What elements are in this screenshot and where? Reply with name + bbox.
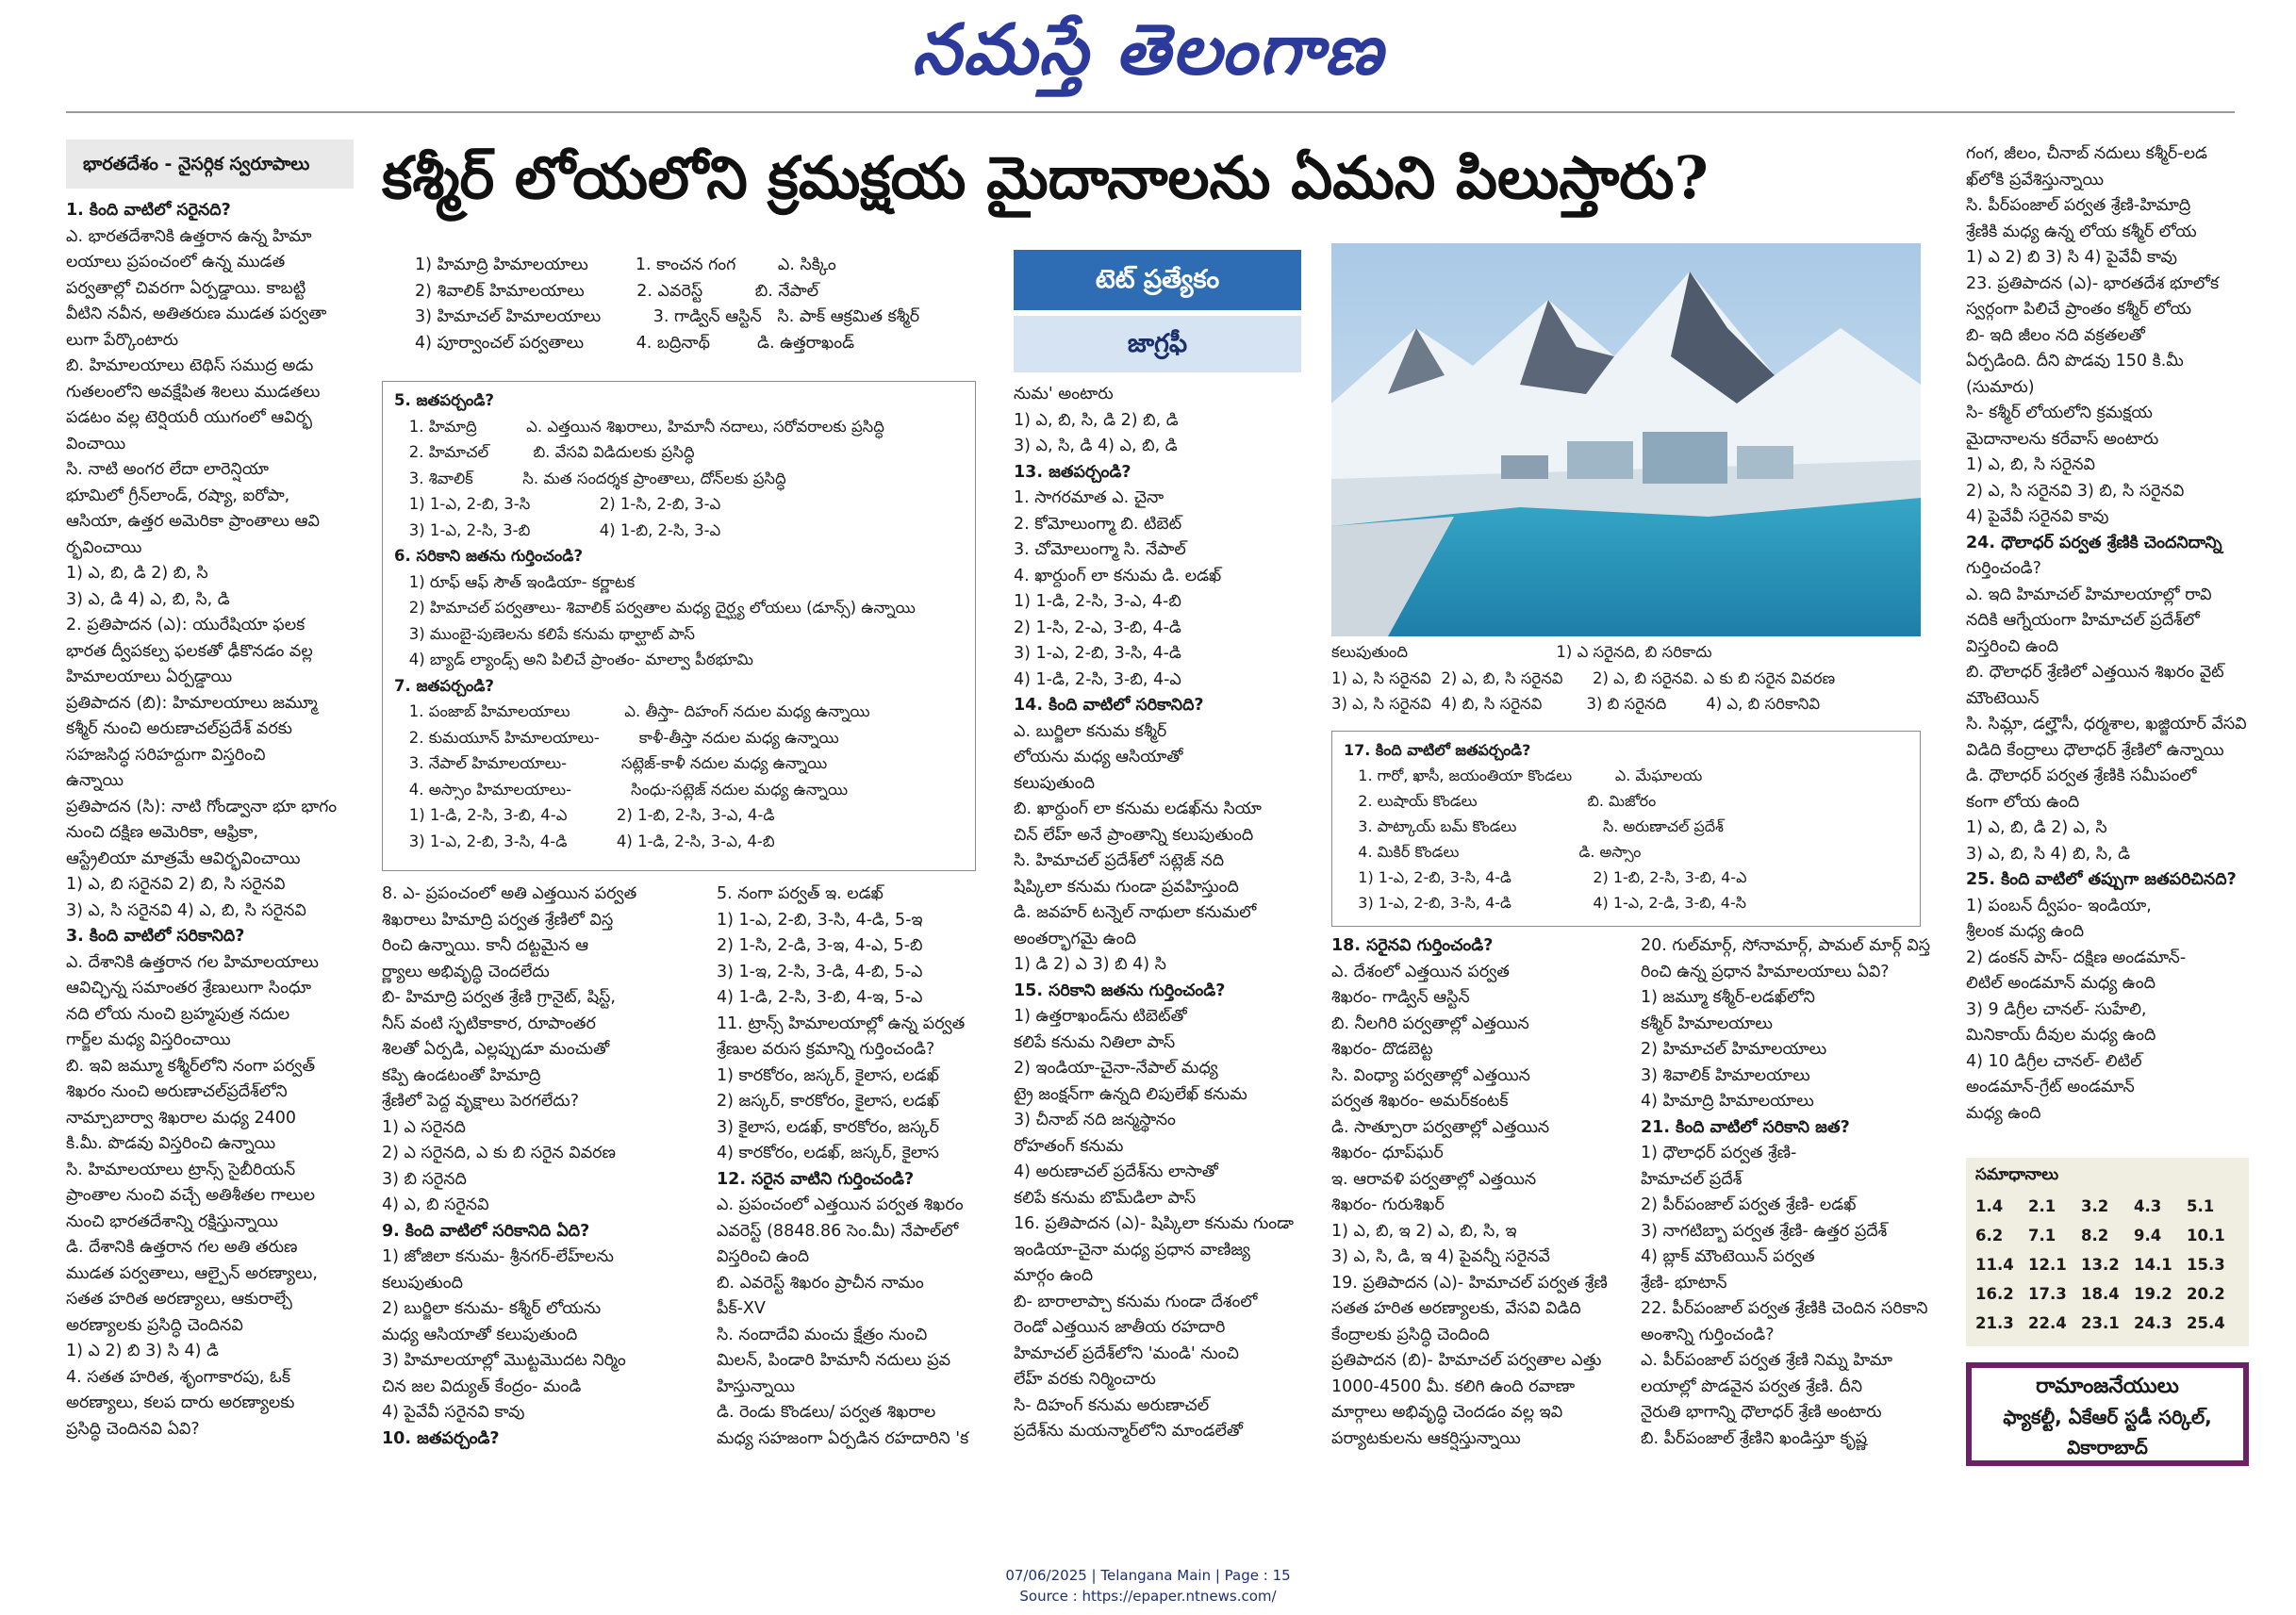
text-line: 2) జస్కర్, కారకోరం, కైలాస, లడఖ్ (717, 1092, 939, 1111)
footer-source-line: Source : https://epaper.ntnews.com/ (1019, 1588, 1277, 1605)
text-line: ర్ణ్యాలు అభివృద్ధి చెందలేదు (382, 962, 550, 981)
text-line: 1) కారకోరం, జస్కర్, కైలాస, లడఖ్ (717, 1065, 939, 1085)
text-line: 3) హిమాలయాల్లో మొట్టమొదట నిర్మిం (382, 1351, 626, 1370)
author-place: వికారాబాద్ (2067, 1436, 2148, 1458)
text-line: మధ్య సహజంగా ఏర్పడిన రహదారిని 'క (717, 1428, 969, 1448)
text-line: 1. సాగరమాత ఎ. చైనా (1014, 488, 1165, 507)
text-line: 3) ఎ, డి 4) ఎ, బి, సి, డి (66, 589, 230, 609)
text-line: 1) ఎ, బి, ఇ 2) ఎ, బి, సి, ఇ (1331, 1221, 1517, 1241)
text-line: 8. ఎ- ప్రపంచంలో అతి ఎత్తయిన పర్వత (382, 884, 637, 903)
author-role: ఫ్యాకల్టీ, ఏకేఆర్ స్టడీ సర్కిల్, (2003, 1406, 2212, 1428)
text-line: మధ్య ఆసియాతో కలుపుతుంది (382, 1325, 578, 1344)
text-line: ప్రతిపాదన (సి): నాటి గోండ్వానా భూ భాగం (66, 797, 338, 816)
text-line: 7. జతపర్చండి? (394, 676, 494, 695)
text-line: 4) 1-డి, 2-సి, 3-బి, 4-ఇ, 5-ఎ (717, 988, 923, 1007)
text-line: 1) 1-ఎ, 2-బి, 3-సి, 4-డి 2) 1-బి, 2-సి, 3-బి, 4-ఎ (1344, 868, 1747, 886)
text-line: 1) ఎ, బి సరైనవి 2) బి, సి సరైనవి (66, 875, 286, 894)
text-line: బి. ఇవి జమ్మూ కశ్మీర్‌లోని నంగా పర్వత్ (66, 1056, 316, 1076)
text-line: లయాల్లో పొడవైన పర్వత శ్రేణి. దీని (1641, 1376, 1863, 1396)
text-line: 2. హిమాచల్ బి. వేసవి విడిదులకు ప్రసిద్ధి (394, 443, 695, 461)
text-line: శిఖరం నుంచి అరుణాచల్‌ప్రదేశ్‌లోని (66, 1082, 288, 1101)
text-line: సతత హరిత అరణ్యాలకు, వేసవి విడిది (1331, 1299, 1581, 1318)
answer-item: 9.4 (2134, 1227, 2162, 1244)
text-line: గుతలంలోని అవక్షేపిత శిలలు ముడతలు (66, 382, 321, 402)
text-line: ప్రదేశ్‌ను మయన్మార్‌లోని మాండలేతో (1014, 1422, 1244, 1441)
text-line: ముడత పర్వతాలు, ఆల్పైన్ అరణ్యాలు, (66, 1263, 318, 1283)
text-line: సి. నాటి అంగర లేదా లారెన్షియా (66, 460, 269, 479)
text-line: 3) 1-ఎ, 2-బి, 3-సి, 4-డి (1014, 644, 1181, 663)
text-line: 4. ఖార్దుంగ్ లా కనుమ డి. లడఖ్ (1014, 566, 1222, 585)
text-line: కశ్మీర్ హిమాలయాలు (1641, 1013, 1773, 1033)
answer-item: 8.2 (2081, 1227, 2109, 1244)
text-line: 4) బ్లాక్ మౌంటెయిన్ పర్వత (1641, 1247, 1815, 1266)
mountain-photo-illustration (1331, 243, 1921, 636)
text-line: 1. గారో, ఖాసీ, జయంతియా కొండలు ఎ. మేఘాలయ (1344, 766, 1703, 784)
text-line: 1) ఎ, సి సరైనవి 2) ఎ, బి, సి సరైనవి 2) ఎ, బి సరైనవి. ఎ కు బి సరైన వివరణ (1331, 668, 1836, 687)
answer-item: 11.4 (1975, 1256, 2014, 1274)
text-line: 2. లుషాయ్ కొండలు బి. మిజోరం (1344, 792, 1657, 810)
tet-special-label: టెట్ ప్రత్యేకం (1014, 250, 1301, 310)
text-line: ప్రసిద్ధి చెందినవి ఏవి? (66, 1419, 200, 1439)
text-line: బి- బారాలాప్చా కనుమ గుండా దేశంలో (1014, 1292, 1258, 1311)
answer-item: 1.4 (1975, 1197, 2004, 1215)
text-line: 6. సరికాని జతను గుర్తించండి? (394, 547, 584, 565)
text-line: (సుమారు) (1966, 377, 2035, 397)
text-line: 3. నేపాల్ హిమాలయాలు- సట్లెజ్-కాళీ నదుల మధ్య ఉన్నాయి (394, 754, 828, 772)
text-line: నది లోయ నుంచి బ్రహ్మపుత్ర నదుల (66, 1004, 290, 1024)
text-line: రించి ఉన్న ప్రధాన హిమాలయాలు ఏవి? (1641, 962, 1890, 981)
section-tag: భారతదేశం - నైసర్గిక స్వరూపాలు (66, 140, 354, 189)
text-line: 12. సరైన వాటిని గుర్తించండి? (717, 1169, 915, 1189)
answer-item: 14.1 (2134, 1256, 2172, 1274)
text-line: అంతర్భాగమై ఉంది (1014, 929, 1136, 948)
text-line: శ్రేణుల వరుస క్రమాన్ని గుర్తించండి? (717, 1040, 935, 1059)
text-line: కలిపే కనుమ నితిలా పాస్ (1014, 1032, 1176, 1052)
text-line: శ్రేణి- భూటాన్ (1641, 1273, 1727, 1293)
answer-item: 13.2 (2081, 1256, 2120, 1274)
text-line: వీటిని నవీన, అతితరుణ ముడత పర్వతా (66, 305, 327, 323)
text-line: బి. హిమాలయాలు టెథిస్ సముద్ర అడు (66, 356, 314, 375)
text-line: ఇ. ఆరావళి పర్వతాల్లో ఎత్తయిన (1331, 1169, 1537, 1189)
text-line: 2) బుర్జిలా కనుమ- కశ్మీర్ లోయను (382, 1299, 602, 1318)
text-line: 19. ప్రతిపాదన (ఎ)- హిమాచల్ పర్వత శ్రేణి (1331, 1273, 1608, 1293)
text-line: బి. ఖార్దుంగ్ లా కనుమ లడఖ్‌ను సియా (1014, 799, 1262, 818)
text-line: అంశాన్ని గుర్తించండి? (1641, 1325, 1775, 1344)
text-line: 3. పాట్కాయ్ బమ్ కొండలు సి. అరుణాచల్ ప్రదేశ్ (1344, 817, 1724, 835)
text-line: మినికాయ్ దీవుల మధ్య ఉంది (1966, 1026, 2156, 1045)
text-line: సి. వింధ్యా పర్వతాల్లో ఎత్తయిన (1331, 1065, 1530, 1085)
text-line: సి. హిమాలయాలు ట్రాన్స్ సైబీరియన్ (66, 1160, 296, 1179)
text-line: ఎ. బుర్జిలా కనుమ కశ్మీర్ (1014, 721, 1167, 741)
text-line: లిటిల్ అండమాన్ మధ్య ఉంది (1966, 974, 2156, 993)
text-line: 1) ఎ 2) బి 3) సి 4) డి (66, 1342, 219, 1360)
mountain-lake-photo (1331, 243, 1921, 636)
text-line: సి. పీర్‌పంజాల్ పర్వత శ్రేణి-హిమాద్రి (1966, 196, 2191, 215)
text-line: శ్రీలంక మధ్య ఉంది (1966, 922, 2085, 941)
text-line: 1) 1-ఎ, 2-బి, 3-సి, 4-డి, 5-ఇ (717, 910, 923, 930)
column-5 (1331, 933, 1624, 1452)
footer (0, 1565, 2296, 1607)
text-line: ఎ. దేశానికి ఉత్తరాన గల హిమాలయాలు (66, 952, 319, 972)
text-line: 3) ఎ, సి, డి, ఇ 4) పైవన్నీ సరైనవే (1331, 1247, 1550, 1266)
text-line: కలుపుతుంది 1) ఎ సరైనది, బి సరికాదు (1331, 643, 1712, 661)
column-1 (66, 198, 358, 1442)
text-line: 3) ఎ, సి, డి 4) ఎ, బి, డి (1014, 437, 1178, 455)
text-line: సహజసిద్ధ సరిహద్దుగా విస్తరించి (66, 745, 266, 765)
text-line: బి. ఎవరెస్ట్ శిఖరం ప్రాచీన నామం (717, 1273, 924, 1293)
text-line: రించి ఉన్నాయి. కానీ దట్టమైన ఆ (382, 936, 589, 955)
text-line: లేహ్ వరకు నిర్మించారు (1014, 1370, 1156, 1389)
masthead-rule (66, 111, 2235, 113)
text-line: కి.మీ. పొడవు విస్తరించి ఉన్నాయి (66, 1134, 276, 1153)
text-line: బి- ఇది జీలం నది వక్రతలతో (1966, 325, 2145, 345)
text-line: రెండో ఎత్తయిన జాతీయ రహదారి (1014, 1318, 1226, 1337)
text-line: 1) డి 2) ఎ 3) బి 4) సి (1014, 955, 1166, 974)
question-box-5-7 (382, 381, 976, 871)
text-line: శిఖరం- దొడబెట్ట (1331, 1040, 1433, 1059)
answer-item: 20.2 (2187, 1285, 2225, 1303)
text-line: పర్వతాల్లో చివరగా ఏర్పడ్డాయి. కాబట్టి (66, 278, 306, 298)
text-line: 1) ఎ, బి, సి సరైనవి (1966, 455, 2095, 474)
text-line: 3) కైలాస, లడఖ్, కారకోరం, జస్కర్ (717, 1117, 939, 1137)
masthead-title: నమస్తే తెలంగాణ (912, 9, 1384, 91)
text-line: రోహతంగ్ కనుమ (1014, 1136, 1124, 1156)
text-line: షిప్కిలా కనుమ గుండా ప్రవహిస్తుంది (1014, 877, 1239, 897)
text-line: 3) శివాలిక్ హిమాలయాలు (1641, 1065, 1810, 1085)
answer-item: 10.1 (2187, 1227, 2225, 1244)
answers-title: సమాధానాలు (1975, 1165, 2059, 1184)
text-line: ఆసియా, ఉత్తర అమెరికా ప్రాంతాలు ఆవి (66, 512, 320, 531)
text-line: చిన్ లేహ్ అనే ప్రాంతాన్ని కలుపుతుంది (1014, 825, 1254, 845)
text-line: ఎ. దేశంలో ఎత్తయిన పర్వత (1331, 962, 1510, 981)
geography-label: జాగ్రఫీ (1014, 316, 1301, 372)
text-line: 3) నాగటిబ్బా పర్వత శ్రేణి- ఉత్తర ప్రదేశ్ (1641, 1221, 1888, 1241)
text-line: ఏర్పడింది. దీని పొడవు 150 కి.మీ (1966, 352, 2184, 371)
text-line: 1) ఎ, బి, సి, డి 2) బి, డి (1014, 410, 1179, 430)
text-line: 2) 1-సి, 2-డి, 3-ఇ, 4-ఎ, 5-బి (717, 936, 923, 955)
text-line: పర్యాటకులను ఆకర్షిస్తున్నాయి (1331, 1428, 1521, 1448)
answer-item: 23.1 (2081, 1314, 2120, 1332)
text-line: 1) పంబన్ ద్వీపం- ఇండియా, (1966, 896, 2152, 915)
text-line: 23. ప్రతిపాదన (ఎ)- భారతదేశ భూలోక (1966, 273, 2220, 293)
text-line: 4) పైవేవీ సరైనవి కావు (382, 1403, 525, 1422)
column-4 (1014, 382, 1315, 1445)
text-line: 24. ధౌలాధర్ పర్వత శ్రేణికి చెందనిదాన్ని (1966, 533, 2222, 552)
text-line: డి. సాత్పూరా పర్వతాల్లో ఎత్తయిన (1331, 1117, 1550, 1137)
text-line: విస్తరించి ఉంది (717, 1247, 810, 1266)
text-line: సి. హిమాచల్ ప్రదేశ్‌లో సట్లెజ్ నది (1014, 851, 1225, 870)
text-line: అరణ్యాలు, కలప దారు అరణ్యాలకు (66, 1393, 295, 1412)
text-line: ఎ. ప్రపంచంలో ఎత్తయిన పర్వత శిఖరం (717, 1195, 964, 1214)
text-line: గుర్తించండి? (1966, 559, 2041, 578)
text-line: 5. జతపర్చండి? (394, 391, 494, 409)
text-line: 1) ఎ సరైనది (382, 1117, 466, 1137)
text-line: బి- హిమాద్రి పర్వత శ్రేణి గ్రానైట్, షిస్ట్, (382, 988, 616, 1007)
column-7 (1966, 141, 2258, 1127)
footer-date-line: 07/06/2025 | Telangana Main | Page : 15 (1005, 1567, 1291, 1584)
text-line: 1. పంజాబ్ హిమాలయాలు ఎ. తీస్తా- దిహంగ్ నదుల మధ్య ఉన్నాయి (394, 702, 870, 720)
text-line: 4) 10 డిగ్రీల చానల్- లిటిల్ (1966, 1051, 2142, 1071)
answer-item: 18.4 (2081, 1285, 2120, 1303)
text-line: విడిది కేంద్రాలు ధౌలాధర్ శ్రేణిలో ఉన్నాయి (1966, 740, 2224, 760)
text-line: 3) 1-ఎ, 2-బి, 3-సి, 4-డి 4) 1-ఎ, 2-డి, 3-బి, 4-సి (1344, 894, 1746, 912)
text-line: 3) ఎ, బి, సి 4) బి, సి, డి (1966, 844, 2131, 864)
text-line: 2) ఎ, సి సరైనవి 3) బి, సి సరైనవి (1966, 481, 2185, 501)
text-line: నుంచి దక్షిణ అమెరికా, ఆఫ్రికా, (66, 823, 259, 842)
text-line: 1) జమ్మూ కశ్మీర్-లడఖ్‌లోని (1641, 988, 1815, 1007)
text-line: 1000-4500 మీ. కలిగి ఉంది రవాణా (1331, 1376, 1576, 1396)
text-line: 2) పీర్‌పంజాల్ పర్వత శ్రేణి- లడఖ్ (1641, 1195, 1857, 1214)
answer-item: 15.3 (2187, 1256, 2225, 1274)
text-line: భూమిలో గ్రీన్‌లాండ్, రష్యా, ఐరోపా, (66, 486, 290, 505)
text-line: కేంద్రాలకు ప్రసిద్ధి చెందింది (1331, 1325, 1490, 1344)
text-line: 2) డంకన్ పాస్- దక్షిణ అండమాన్- (1966, 948, 2187, 967)
text-line: గార్జ్‌ల మధ్య విస్తరించాయి (66, 1030, 231, 1049)
text-line: సతత హరిత అరణ్యాలు, ఆకురాల్చే (66, 1290, 292, 1309)
column-6 (1641, 933, 1942, 1452)
text-line: డి. ధౌలాధర్ పర్వత శ్రేణికి సమీపంలో (1966, 766, 2197, 785)
text-line: 1. హిమాద్రి ఎ. ఎత్తయిన శిఖరాలు, హిమానీ నదాలు, సరోవరాలకు ప్రసిద్ధి (394, 417, 884, 436)
text-line: 4) అరుణాచల్ ప్రదేశ్‌ను లాసాతో (1014, 1162, 1218, 1181)
text-line: 22. పీర్‌పంజాల్ పర్వత శ్రేణికి చెందిన సరికాని (1641, 1299, 1928, 1318)
text-line: 1) రూఫ్ ఆఫ్ సౌత్ ఇండియా- కర్ణాటక (394, 572, 636, 591)
text-line: 17. కింది వాటిలో జతపర్చండి? (1344, 741, 1531, 759)
text-line: శిలతో ఏర్పడి, ఎల్లప్పుడూ మంచుతో (382, 1040, 610, 1059)
author-name: రామాంజనేయులు (2036, 1375, 2179, 1398)
text-line: 4) బ్యాడ్ ల్యాండ్స్ అని పిలిచే ప్రాంతం- మాల్వా పీఠభూమి (394, 651, 753, 668)
text-line: 3. చోమోలుంగ్మా సి. నేపాల్ (1014, 540, 1186, 559)
text-line: 4. సతత హరిత, శృంగాకారపు, ఓక్ (66, 1367, 290, 1387)
text-line: మార్గం ఉంది (1014, 1266, 1094, 1285)
text-line: 4. మికిర్ కొండలు డి. అస్సాం (1344, 843, 1642, 861)
text-line: 3. శివాలిక్ సి. మత సందర్శక ప్రాంతాలు, దోన్‌లకు ప్రసిద్ధి (394, 469, 786, 487)
text-line: 15. సరికాని జతను గుర్తించండి? (1014, 981, 1226, 1000)
text-line: పీక్-XV (717, 1299, 766, 1318)
text-line: సి- దిహంగ్ కనుమ అరుణాచల్ (1014, 1395, 1210, 1415)
text-line: 3) 1-ఎ, 2-బి, 3-సి, 4-డి 4) 1-డి, 2-సి, 3-ఎ, 4-బి (394, 832, 775, 850)
text-line: 2) ఇండియా-చైనా-నేపాల్ మధ్య (1014, 1059, 1218, 1078)
answer-item: 4.3 (2134, 1197, 2162, 1215)
text-line: శిఖరాలు హిమాద్రి పర్వత శ్రేణిలో విస్త (382, 910, 614, 930)
text-line: 11. ట్రాన్స్ హిమాలయాల్లో ఉన్న పర్వత (717, 1013, 966, 1033)
column-3 (717, 882, 999, 1452)
text-line: లుగా పేర్కొంటారు (66, 330, 179, 350)
text-line: 1) 1-ఎ, 2-బి, 3-సి 2) 1-సి, 2-బి, 3-ఎ (394, 495, 721, 513)
text-line: కశ్మీర్ నుంచి అరుణాచల్‌ప్రదేశ్ వరకు (66, 719, 292, 738)
answer-item: 25.4 (2187, 1314, 2225, 1332)
text-line: ర్భవించాయి (66, 537, 142, 557)
headline: కశ్మీర్ లోయలోని క్రమక్షయ మైదానాలను ఏమని పిలుస్తారు? (382, 143, 1709, 212)
text-line: 4. అస్సాం హిమాలయాలు- సింధు-సట్లెజ్ నదుల మధ్య ఉన్నాయి (394, 780, 849, 799)
text-line: శ్రేణిలో పెద్ద వృక్షాలు పెరగలేదు? (382, 1092, 579, 1111)
text-line: 10. జతపర్చండి? (382, 1428, 500, 1448)
text-line: ఎవరెస్ట్ (8848.86 సెం.మీ) నేపాల్‌లో (717, 1221, 959, 1241)
text-line: 1) జోజిలా కనుమ- శ్రీనగర్-లేహ్‌లను (382, 1247, 614, 1266)
text-line: 2) హిమాచల్ పర్వతాలు- శివాలిక్ పర్వతాల మధ్య దైర్ఘ్య లోయలు (డూన్స్) ఉన్నాయి (394, 599, 916, 617)
text-line: లోయను మధ్య ఆసియాతో (1014, 748, 1183, 766)
text-line: శ్రేణికి మధ్య ఉన్న లోయ కశ్మీర్ లోయ (1966, 222, 2197, 241)
text-line: 2) 1-సి, 2-ఎ, 3-బి, 4-డి (1014, 618, 1181, 637)
text-line: 1) ఎ, బి, డి 2) బి, సి (66, 564, 208, 583)
text-line: 3) 1-ఎ, 2-సి, 3-బి 4) 1-బి, 2-సి, 3-ఎ (394, 520, 721, 539)
answer-item: 19.2 (2134, 1285, 2172, 1303)
text-line: మార్గాలు అభివృద్ధి చెందడం వల్ల ఇవి (1331, 1403, 1563, 1422)
text-line: కలిపే కనుమ బొమ్‌డిలా పాస్ (1014, 1188, 1197, 1208)
text-line: ప్రాంతాల నుంచి వచ్చే అతిశీతల గాలుల (66, 1186, 315, 1205)
text-line: 1) ఎ, బి, డి 2) ఎ, సి (1966, 818, 2107, 837)
text-line: 3) 9 డిగ్రీల చానల్- సుహేలి, (1966, 999, 2147, 1019)
text-line: 1) ఉత్తరాఖండ్‌ను టిబెట్‌తో (1014, 1007, 1187, 1026)
text-line: సి- కశ్మీర్ లోయలోని క్రమక్షయ (1966, 404, 2153, 422)
text-line: 20. గుల్‌మార్గ్, సోనామార్గ్, పామల్ మార్గ్ విస్త (1641, 936, 1931, 955)
text-line: 18. సరైనవి గుర్తించండి? (1331, 936, 1494, 955)
answer-item: 17.3 (2028, 1285, 2067, 1303)
q4-options (415, 253, 990, 356)
answers-grid (1975, 1197, 2239, 1332)
text-line: డి. రెండు కొండలు/ పర్వత శిఖరాల (717, 1403, 936, 1422)
text-line: 2. కోమోలుంగ్మా బి. టిబెట్ (1014, 514, 1182, 534)
text-line: ఉన్నాయి (66, 771, 124, 790)
text-line: స్వర్గంగా పిలిచే ప్రాంతం కశ్మీర్ లోయ (1966, 300, 2192, 319)
text-line: కప్పి ఉండటంతో హిమాద్రి (382, 1065, 541, 1085)
text-line: 3. కింది వాటిలో సరికానిది? (66, 927, 245, 946)
text-line: డి. దేశానికి ఉత్తరాన గల అతి తరుణ (66, 1238, 298, 1257)
text-line: మైదానాలను కరేవాస్ అంటారు (1966, 429, 2159, 449)
text-line: నైరుతి భాగాన్ని ధౌలాధర్ శ్రేణి అంటారు (1641, 1403, 1882, 1422)
text-line: ఆవిచ్ఛిన్న సమాంతర శ్రేణులుగా సింధూ (66, 979, 312, 997)
text-line: మధ్య ఉంది (1966, 1103, 2041, 1123)
text-line: హిస్తున్నాయి (717, 1376, 795, 1396)
text-line: ఎ. ఇది హిమాచల్ హిమాలయాల్లో రావి (1966, 585, 2212, 604)
answer-item: 22.4 (2028, 1314, 2067, 1332)
text-line: హిమాచల్ ప్రదేశ్‌లోని 'మండి' నుంచి (1014, 1343, 1239, 1363)
text-line: 9. కింది వాటిలో సరికానిది ఏది? (382, 1221, 590, 1241)
column-2 (382, 882, 702, 1452)
text-line: గంగ, జీలం, చీనాబ్ నదులు కశ్మీర్-లడ (1966, 144, 2207, 163)
text-line: 3) ఎ, సి సరైనవి 4) ఎ, బి, సి సరైనవి (66, 900, 306, 920)
text-line: 1) 1-డి, 2-సి, 3-బి, 4-ఎ 2) 1-బి, 2-సి, 3-ఎ, 4-డి (394, 806, 775, 824)
answer-item: 7.1 (2028, 1227, 2056, 1244)
text-line: నుంచి భారతదేశాన్ని రక్షిస్తున్నాయి (66, 1211, 278, 1231)
text-line: ఎ. భారతదేశానికి ఉత్తరాన ఉన్న హిమా (66, 226, 312, 246)
text-line: కలుపుతుంది (1014, 773, 1095, 793)
text-line: 4) ఎ, బి సరైనవి (382, 1195, 489, 1214)
text-line: 21. కింది వాటిలో సరికాని జత? (1641, 1117, 1850, 1137)
text-line: కలుపుతుంది (382, 1273, 463, 1293)
text-line: హిమాచల్ ప్రదేశ్ (1641, 1169, 1743, 1189)
text-line: 4) కారకోరం, లడఖ్, జస్కర్, కైలాస (717, 1144, 939, 1162)
text-line: 1) హిమాద్రి హిమాలయాలు 1. కాంచన గంగ ఎ. సిక్కిం (415, 255, 836, 274)
text-line: కంగా లోయ ఉంది (1966, 792, 2080, 812)
author-box (1966, 1362, 2249, 1466)
text-line: చిన జల విద్యుత్ కేంద్రం- మండి (382, 1376, 582, 1396)
text-line: విస్తరించి ఉంది (1966, 636, 2059, 656)
text-line: నదికి ఆగ్నేయంగా హిమాచల్ ప్రదేశ్‌లో (1966, 611, 2200, 630)
answer-item: 2.1 (2028, 1197, 2056, 1215)
text-line: 2. కుమయూన్ హిమాలయాలు- కాళీ-తీస్తా నదుల మధ్య ఉన్నాయి (394, 728, 839, 747)
text-line: శిఖరం- గాడ్విన్ ఆస్టిన్ (1331, 988, 1470, 1007)
answer-item: 6.2 (1975, 1227, 2004, 1244)
text-line: 1. కింది వాటిలో సరైనది? (66, 201, 231, 220)
text-line: సి. సిమ్లా, డల్హౌసీ, ధర్మశాల, ఖజ్జియార్ వేసవి (1966, 715, 2247, 733)
text-line: 3) ఎ, సి సరైనవి 4) బి, సి సరైనవి 3) బి సరైనది 4) ఎ, బి సరికానివి (1331, 695, 1821, 713)
text-line: నామ్చాబార్వా శిఖరాల మధ్య 2400 (66, 1108, 297, 1128)
text-line: అరణ్యాలకు ప్రసిద్ధి చెందినవి (66, 1315, 243, 1335)
answer-item: 21.3 (1975, 1314, 2014, 1332)
text-line: శిఖరం- ధూప్‌ఘర్ (1331, 1144, 1444, 1162)
text-line: 2) శివాలిక్ హిమాలయాలు 2. ఎవరెస్ట్ బి. నేపాల్ (415, 281, 819, 301)
answer-item: 16.2 (1975, 1285, 2014, 1303)
text-line: 14. కింది వాటిలో సరికానిది? (1014, 696, 1204, 715)
text-line: మిలన్, పిండారి హిమానీ నదులు ప్రవ (717, 1351, 951, 1370)
text-line: 1) ధౌలాధర్ పర్వత శ్రేణి- (1641, 1144, 1797, 1162)
text-line: మౌంటెయిన్ (1966, 688, 2040, 708)
text-line: 13. జతపర్చండి? (1014, 462, 1131, 482)
text-line: ఎ. పీర్‌పంజాల్ పర్వత శ్రేణి నిమ్న హిమా (1641, 1351, 1892, 1370)
answer-item: 5.1 (2187, 1197, 2215, 1215)
text-line: శిఖరం- గురుశిఖర్ (1331, 1195, 1445, 1214)
text-line: 3) బి సరైనది (382, 1169, 467, 1189)
text-line: అండమాన్-గ్రేట్ అండమాన్ (1966, 1078, 2135, 1096)
text-line: 25. కింది వాటిలో తప్పుగా జతపరిచినది? (1966, 870, 2237, 889)
answer-item: 12.1 (2028, 1256, 2067, 1274)
text-line: 1) ఎ 2) బి 3) సి 4) పైవేవీ కావు (1966, 248, 2177, 267)
text-line: 5. నంగా పర్వత్ ఇ. లడఖ్ (717, 884, 884, 903)
text-line: 1) 1-డి, 2-సి, 3-ఎ, 4-బి (1014, 592, 1181, 611)
text-line: 3) చీనాబ్ నది జన్మస్థానం (1014, 1111, 1176, 1129)
question-box-17 (1331, 731, 1921, 927)
text-line: బి. ధౌలాధర్ శ్రేణిలో ఎత్తయిన శిఖరం వైట్ (1966, 663, 2224, 682)
text-line: డి. జవహర్ టన్నెల్ నాథులా కనుమలో (1014, 903, 1257, 922)
text-line: 4) పైవేవీ సరైనవి కావు (1966, 507, 2109, 526)
text-line: సి. నందాదేవి మంచు క్షేత్రం నుంచి (717, 1325, 928, 1344)
q16-q19-options (1331, 639, 1935, 717)
text-line: పర్వత శిఖరం- అమర్‌కంటక్ (1331, 1092, 1509, 1111)
text-line: హిమాలయాలు ఏర్పడ్డాయి (66, 667, 233, 686)
text-line: 2) ఎ సరైనది, ఎ కు బి సరైన వివరణ (382, 1144, 616, 1162)
text-line: బి. పీర్‌పంజాల్ శ్రేణిని ఖండిస్తూ కృష్ణ (1641, 1428, 1868, 1448)
text-line: 3) ముంబై-పుణెలను కలిపే కనుమ థాల్ఘాట్ పాస్ (394, 624, 695, 643)
text-line: ట్రై జంక్షన్‌గా ఉన్నది లిపులేఖ్ కనుమ (1014, 1084, 1247, 1104)
text-line: లయాలు ప్రపంచంలో ఉన్న ముడత (66, 253, 286, 272)
answers-box (1966, 1158, 2249, 1346)
text-line: 2. ప్రతిపాదన (ఎ): యురేషియా ఫలక (66, 616, 306, 634)
text-line: ఆస్ట్రేలియా మాత్రమే ఆవిర్భవించాయి (66, 849, 301, 868)
text-line: ప్రతిపాదన (బి)- హిమాచల్ పర్వతాల ఎత్తు (1331, 1351, 1602, 1370)
text-line: నుమ' అంటారు (1014, 385, 1114, 404)
text-line: నీస్ వంటి స్ఫటికాకార, రూపాంతర (382, 1013, 596, 1033)
text-line: భారత ద్వీపకల్ప ఫలకతో ఢీకొనడం వల్ల (66, 641, 313, 661)
text-line: ఇండియా-చైనా మధ్య ప్రధాన వాణిజ్య (1014, 1240, 1250, 1260)
text-line: వించాయి (66, 434, 126, 453)
text-line: బి. నీలగిరి పర్వతాల్లో ఎత్తయిన (1331, 1013, 1529, 1033)
text-line: ప్రతిపాదన (బి): హిమాలయాలు జమ్మూ (66, 693, 318, 713)
text-line: 4) 1-డి, 2-సి, 3-బి, 4-ఎ (1014, 669, 1181, 689)
text-line: 3) 1-ఇ, 2-సి, 3-డి, 4-బి, 5-ఎ (717, 962, 923, 981)
answer-item: 3.2 (2081, 1197, 2109, 1215)
text-line: పడటం వల్ల టెర్షియరీ యుగంలో ఆవిర్భ (66, 408, 312, 427)
text-line: 2) హిమాచల్ హిమాలయాలు (1641, 1040, 1827, 1059)
answer-item: 24.3 (2134, 1314, 2172, 1332)
text-line: 4) హిమాద్రి హిమాలయాలు (1641, 1092, 1814, 1111)
text-line: 4) పూర్వాంచల్ పర్వతాలు 4. బద్రినాథ్ డి. ఉత్తరాఖండ్ (415, 333, 855, 353)
text-line: 3) హిమాచల్ హిమాలయాలు 3. గాడ్విన్ ఆస్టిన్ సి. పాక్ ఆక్రమిత కశ్మీర్ (415, 307, 920, 326)
text-line: 16. ప్రతిపాదన (ఎ)- షిప్కిలా కనుమ గుండా (1014, 1214, 1295, 1233)
text-line: ఖ్‌లోకి ప్రవేశిస్తున్నాయి (1966, 170, 2104, 190)
